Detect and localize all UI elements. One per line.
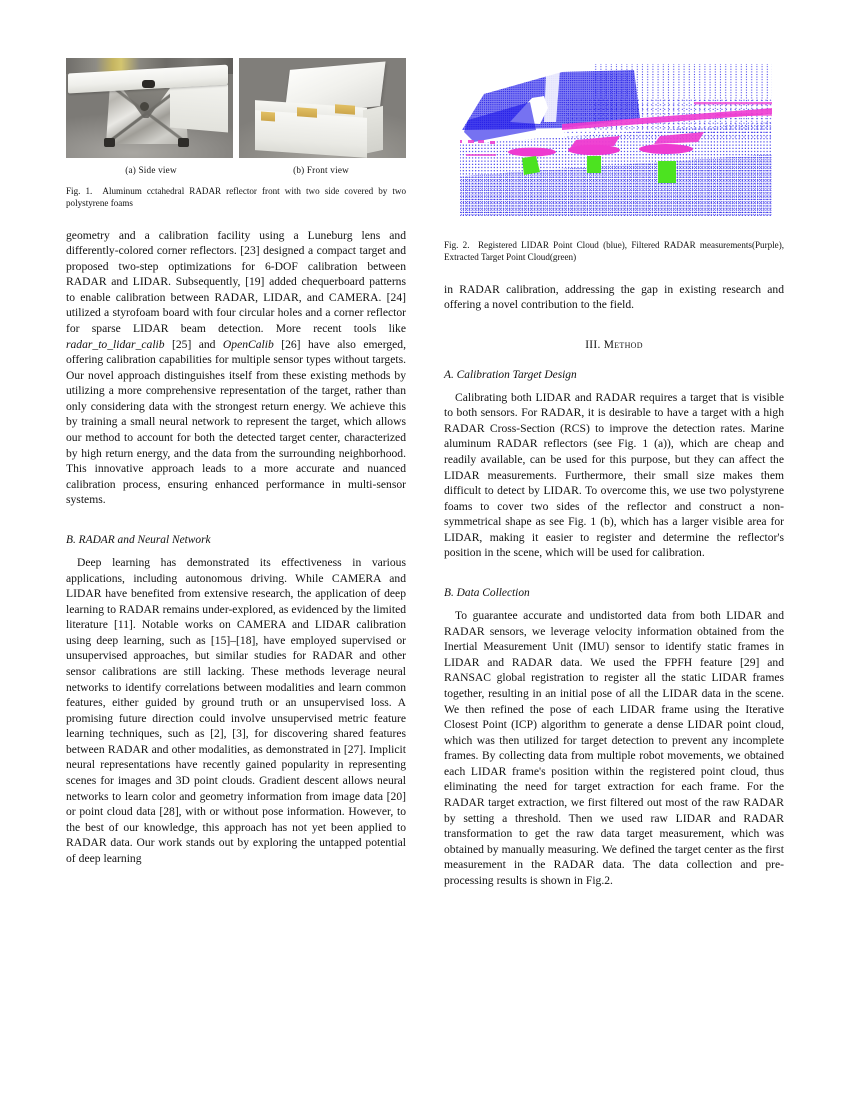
figure-1b-photo: [239, 58, 406, 158]
figure-1-caption-text: Aluminum cctahedral RADAR reflector front with two side covered by two polystyrene foams: [66, 186, 407, 209]
subsection-heading-a-calibration-target-design: A. Calibration Target Design: [444, 368, 577, 381]
figure-2-pointcloud-svg: [444, 58, 784, 230]
figure-1a-photo: [66, 58, 233, 158]
tape-strip: [297, 107, 317, 117]
figure-2-caption-label: Fig. 2.: [444, 240, 470, 250]
radar-blob-3: [639, 144, 693, 154]
figure-2: [444, 58, 784, 230]
right-paragraph-1: in RADAR calibration, addressing the gap in existing research and offering a novel contribution to the field.: [444, 282, 784, 312]
para1-italic-tool-1: radar_to_lidar_calib: [66, 337, 165, 351]
radar-line-left: [466, 154, 496, 156]
para1-italic-tool-2: OpenCalib: [222, 337, 274, 351]
para1-part1: geometry and a calibration facility using a Luneburg lens and differently-colored corner reflectors. [23] designed a compact target and proposed two-step optimizations for 6-DOF calibration between RADAR and LIDAR. Subsequently, [19] added chequerboard patterns to enable calibration between RADAR, LIDAR, and CAMERA. [24] utilized a styrofoam board with four circular holes and a corner reflector for sparse LIDAR beam detection. More recent tools like: [66, 228, 406, 335]
tape-strip: [261, 112, 275, 122]
figure-1: [66, 58, 406, 158]
right-paragraph-2: Calibrating both LIDAR and RADAR requires a target that is visible to both sensors. For RADAR, it is desirable to have a target with a high RADAR Cross-Section (RCS) to improve the detection rates. Marine aluminum RADAR reflectors (see Fig. 1 (a)), which are cheap and readily available, can be used for this purpose, but they can affect the LIDAR measurements. Furthermore, their small size makes them difficult to detect by LIDAR. To overcome this, we use two polystyrene foams to cover two sides of the reflector and construct a non-symmetrical shape as see Fig. 1 (b), which has a larger visible area for LIDAR, making it easier to register and determine the reflector's position in the scene, which will be used for calibration.: [444, 390, 784, 560]
left-paragraph-2: Deep learning has demonstrated its effectiveness in various applications, including autonomous driving. While CAMERA and LIDAR have benefited from extensive research, the application of deep learning to RADAR remains under-explored, as evidenced by the limited literature [11]. Notable works on CAMERA and LIDAR calibration using deep learning, such as [15]–[18], have employed supervised or unsupervised approaches, but similar studies for RADAR and other sensor calibrations are still lacking. These methods leverage neural networks to identify correlations between modalities and learn common features, either guided by ground truth or an unsupervised loss. A promising future direction could involve unsupervised metric feature learning techniques, such as [2], [3], for discovering shared features between RADAR and other modalities, as demonstrated in [27]. Implicit neural representations have recently gained popularity in representing scenes for images and 3D point clouds. Gradient descent allows neural networks to learn color and geometry information from image data [20] or point cloud data [28], with or without pose information. However, to the best of our knowledge, this approach has not yet been applied to RADAR data. Our work stands out by exploring the untapped potential of deep learning: [66, 555, 407, 865]
figure-1-subcaptions: [66, 165, 406, 175]
para1-mid: [25] and: [164, 337, 223, 351]
radar-blob-1: [508, 148, 556, 157]
radar-line-upper: [694, 102, 772, 104]
clamp-right: [178, 138, 189, 147]
figure-1a-subcaption: (a) Side view: [125, 165, 177, 175]
reflector-hub: [140, 102, 149, 111]
clamp-top: [142, 80, 155, 88]
clamp-left: [104, 138, 115, 147]
right-paragraph-3: To guarantee accurate and undistorted data from both LIDAR and RADAR sensors, we leverage velocity information obtained from the Inertial Measurement Unit (IMU) sensor to identify static frames in LIDAR and RADAR data. We used the FPFH feature [29] and RANSAC global registration to register all the static LIDAR frames together, resulting in an initial pose of all the LIDAR data in the scene. We then refined the pose of each LIDAR frame using the Iterative Closest Point (ICP) algorithm to generate a dense LIDAR point cloud, which was then utilized for target detection to prevent any incomplete frames. By collecting data from multiple robot movements, we obtained each LIDAR frame's position within the registered point cloud, thus eliminating the need for target extraction for each frame. For the RADAR target extraction, we first filtered out most of the raw RADAR by setting a threshold. Then we used raw LIDAR and RADAR transformation to get the raw data target measurement, which was obtained by manually measuring. We defined the target center as the first measurement in the RADAR data. The data collection and pre-processing results is shown in Fig.2.: [444, 609, 784, 887]
para1-end: [26] have also emerged, offering calibration capabilities for multiple sensor types without targets. Our novel approach distinguishes itself from these existing methods by utilizing a more comprehensive representation of the target, rather than only considering data with the strongest return energy. We achieve this by training a small neural network to represent the target, which allows our method to account for both the detected target center, characterized by high return energy, and the data from the surrounding neighborhood. This innovative approach leads to a more accurate and nuanced calibration process, ensuring enhanced performance in multi-sensor systems.: [66, 337, 406, 507]
tape-strip: [335, 104, 355, 114]
foam-side-panel: [170, 79, 228, 132]
section-heading-iii-method: III. Method: [585, 338, 643, 351]
target-cluster-3: [658, 161, 676, 183]
two-column-layout: [66, 58, 784, 1038]
figure-1-caption: [66, 185, 406, 210]
right-column: [444, 58, 784, 1038]
figure-2-caption: [444, 239, 784, 264]
target-cluster-2: [587, 156, 601, 173]
radar-line-upper2: [716, 114, 774, 116]
figure-1b-subcaption: (b) Front view: [293, 165, 349, 175]
subsection-heading-b-radar-neural-network: B. RADAR and Neural Network: [66, 533, 211, 546]
figure-1-caption-label: Fig. 1.: [66, 186, 93, 196]
left-paragraph-1: [66, 228, 406, 508]
figure-2-caption-text: Registered LIDAR Point Cloud (blue), Filtered RADAR measurements(Purple), Extracted Target Point Cloud(green): [444, 240, 785, 263]
subsection-heading-b-data-collection: B. Data Collection: [444, 587, 530, 600]
left-column: [66, 58, 406, 1038]
